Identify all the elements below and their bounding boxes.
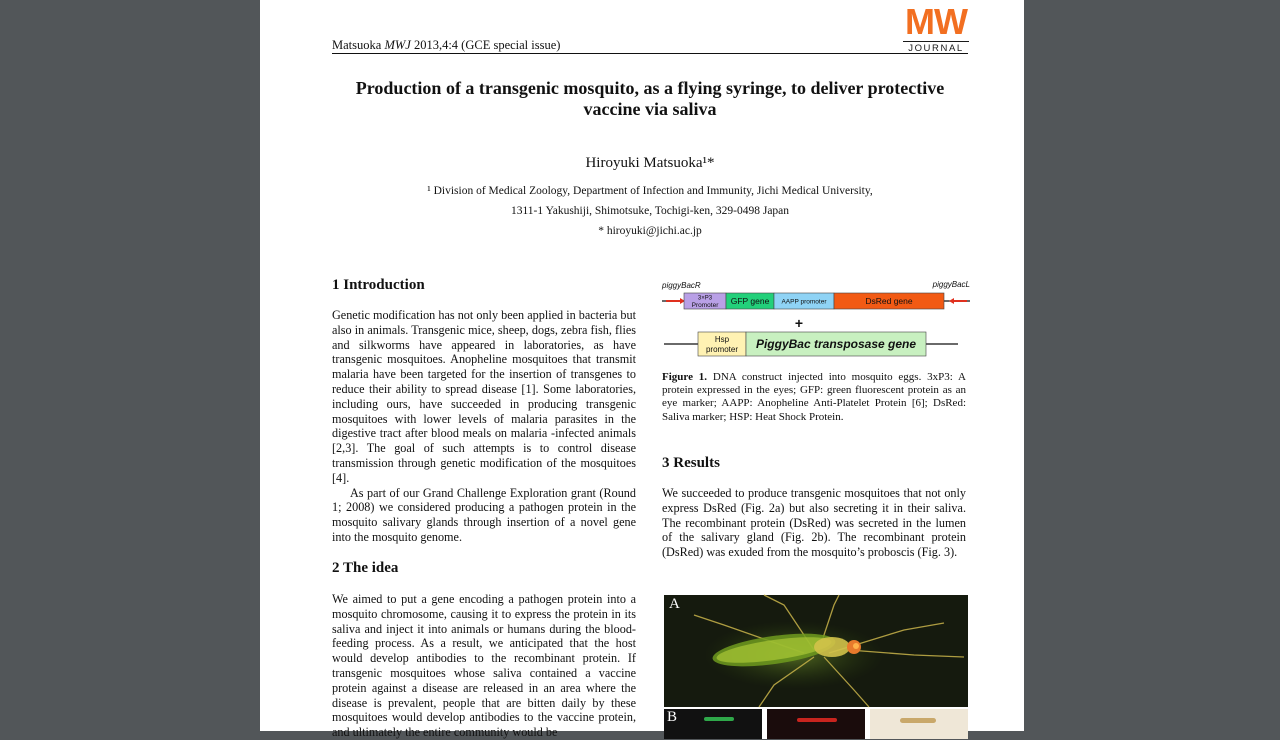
section-1-paragraph-1: Genetic modification has not only been applied in bacteria but also in animals. Transgenic mice, sheep, dogs, zebra fish, flies and silkworms have appeared in laboratories, as have transgenic mosquitoes. Anopheline mosquitoes that transmit malaria have been targeted for the insertion of transgenes to reduce their ability to spread disease [1]. Some laboratories, including ours, have succeeded in producing transgenic mosquitoes with lower levels of malaria parasites in the digestive tract after blood meals on malaria -infected animals [2,3]. The goal of such attempts is to control disease transmission through genetic modification of the mosquitoes [4]. <box>332 308 636 485</box>
header-rule <box>332 53 968 54</box>
header-citation: 2013,4:4 (GCE special issue) <box>413 38 561 52</box>
author-email: * hiroyuki@jichi.ac.jp <box>598 225 702 237</box>
mosquito-image <box>664 595 968 707</box>
pdf-page <box>260 0 1024 740</box>
section-2-body <box>332 592 636 740</box>
figure-2a-mosquito-photo <box>664 595 968 707</box>
header-author: Matsuoka <box>332 38 382 52</box>
section-3-heading: 3 Results <box>662 455 720 471</box>
box-transposase-label: PiggyBac transposase gene <box>755 337 917 351</box>
figure-2b-image-1 <box>664 709 762 739</box>
section-2-paragraph-1: We aimed to put a gene encoding a pathogen protein into a mosquito chromosome, causing it to express the protein in its saliva and inject it into animals or humans during the blood-feeding process. As a result, we anticipated that the host would develop antibodies to the recombinant protein. If transgenic mosquitoes whose saliva contained a vaccine protein against a disease are released in an area where the disease is prevalent, people that are bitten daily by these mosquitoes would develop antibodies to the vaccine protein, and ultimately the entire community would be <box>332 592 636 740</box>
figure-2b-image-3 <box>870 709 968 739</box>
piggybac-l-label: piggyBacL <box>932 280 970 289</box>
logo-journal: JOURNAL <box>903 41 969 54</box>
figure-2a-label: A <box>669 596 680 612</box>
box-3xp3-line1: 3×P3 <box>697 295 713 302</box>
section-1-heading: 1 Introduction <box>332 277 425 293</box>
header-journal: MWJ <box>384 38 411 52</box>
box-3xp3-line2: Promoter <box>691 302 719 309</box>
box-dsred-label: DsRed gene <box>865 296 913 306</box>
journal-logo <box>903 1 969 54</box>
box-aapp-label: AAPP promoter <box>781 298 827 306</box>
author-line: Hiroyuki Matsuoka¹* <box>585 155 715 171</box>
figure-1-dna-construct <box>662 278 972 358</box>
section-1-body <box>332 308 636 545</box>
section-2-heading: 2 The idea <box>332 560 399 576</box>
gland-image <box>900 718 936 723</box>
figure-1-caption-label: Figure 1. <box>662 371 708 383</box>
figure-1-caption-text: DNA construct injected into mosquito eggs. 3xP3: A protein expressed in the eyes; GFP: green fluorescent protein as an eye marker; AAPP: Anopheline Anti-Platelet Protein [6]; DsRed: Saliva marker; HSP: Heat Shock Protein. <box>662 371 966 423</box>
running-header <box>332 38 560 53</box>
box-gfp-label: GFP gene <box>730 296 770 306</box>
logo-mw: MW <box>905 1 967 42</box>
piggybac-r-label: piggyBacR <box>662 281 701 290</box>
affiliation-line-1: ¹ Division of Medical Zoology, Department of Infection and Immunity, Jichi Medical University, <box>427 185 873 197</box>
right-arrow-icon <box>949 298 954 304</box>
section-1-paragraph-2: As part of our Grand Challenge Exploration grant (Round 1; 2008) we considered producing a pathogen protein in the mosquito salivary glands through insertion of a novel gene into the mosquito genome. <box>332 485 636 544</box>
figure-2b-panels <box>664 709 968 739</box>
red-stain <box>797 718 837 722</box>
green-stain <box>704 717 734 721</box>
section-3-body <box>662 486 966 560</box>
section-3-paragraph-1: We succeeded to produce transgenic mosquitoes that not only express DsRed (Fig. 2a) but also secreting it in their saliva. The recombinant protein (DsRed) was secreted in the lumen of the salivary gland (Fig. 2b). The recombinant protein (DsRed) was exuded from the mosquito’s proboscis (Fig. 3). <box>662 486 966 560</box>
plus-sign: + <box>794 315 804 331</box>
box-hsp-line2: promoter <box>705 345 739 354</box>
figure-2b-image-2 <box>767 709 865 739</box>
figure-2b-label: B <box>667 709 678 725</box>
affiliation-line-2: 1311-1 Yakushiji, Shimotsuke, Tochigi-ken, 329-0498 Japan <box>510 205 790 217</box>
paper-title: Production of a transgenic mosquito, as a flying syringe, to deliver protective vaccine via saliva <box>355 78 945 119</box>
box-hsp-line1: Hsp <box>714 335 730 344</box>
figure-1-caption <box>662 371 966 424</box>
